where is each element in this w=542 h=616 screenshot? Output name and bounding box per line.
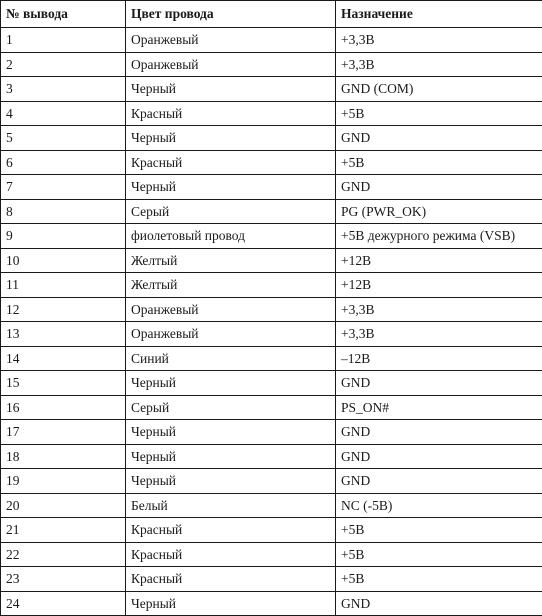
cell-pin-number: 7	[1, 175, 126, 200]
cell-purpose: +5В	[336, 542, 542, 567]
cell-wire-color: Желтый	[126, 273, 336, 298]
cell-pin-number: 5	[1, 126, 126, 151]
cell-wire-color: Желтый	[126, 248, 336, 273]
cell-wire-color: Оранжевый	[126, 322, 336, 347]
cell-wire-color: Черный	[126, 371, 336, 396]
table-row	[1, 395, 542, 420]
header-purpose: Назначение	[336, 1, 542, 28]
cell-pin-number: 1	[1, 28, 126, 53]
cell-wire-color: Черный	[126, 126, 336, 151]
cell-pin-number: 11	[1, 273, 126, 298]
cell-wire-color: Синий	[126, 346, 336, 371]
table-row	[1, 591, 542, 616]
cell-wire-color: Серый	[126, 395, 336, 420]
cell-pin-number: 8	[1, 199, 126, 224]
cell-purpose: +3,3В	[336, 322, 542, 347]
table-row	[1, 52, 542, 77]
table-row	[1, 175, 542, 200]
table-row	[1, 493, 542, 518]
cell-pin-number: 2	[1, 52, 126, 77]
cell-pin-number: 18	[1, 444, 126, 469]
cell-wire-color: Черный	[126, 591, 336, 616]
cell-wire-color: Красный	[126, 101, 336, 126]
cell-pin-number: 4	[1, 101, 126, 126]
cell-pin-number: 15	[1, 371, 126, 396]
table-header-row	[1, 1, 542, 28]
cell-pin-number: 20	[1, 493, 126, 518]
table-row	[1, 224, 542, 249]
cell-pin-number: 9	[1, 224, 126, 249]
cell-pin-number: 3	[1, 77, 126, 102]
cell-purpose: +5В	[336, 567, 542, 592]
cell-purpose: PS_ON#	[336, 395, 542, 420]
table-row	[1, 77, 542, 102]
table-row	[1, 518, 542, 543]
table-row	[1, 297, 542, 322]
cell-pin-number: 23	[1, 567, 126, 592]
table-row	[1, 199, 542, 224]
cell-wire-color: Черный	[126, 469, 336, 494]
cell-purpose: +3,3В	[336, 28, 542, 53]
cell-pin-number: 12	[1, 297, 126, 322]
table-row	[1, 542, 542, 567]
cell-wire-color: Оранжевый	[126, 52, 336, 77]
cell-wire-color: Красный	[126, 567, 336, 592]
cell-purpose: GND	[336, 444, 542, 469]
table-row	[1, 28, 542, 53]
cell-purpose: GND	[336, 175, 542, 200]
cell-wire-color: Красный	[126, 150, 336, 175]
cell-pin-number: 17	[1, 420, 126, 445]
cell-wire-color: фиолетовый провод	[126, 224, 336, 249]
cell-purpose: NC (-5В)	[336, 493, 542, 518]
cell-wire-color: Красный	[126, 542, 336, 567]
table-row	[1, 273, 542, 298]
table-row	[1, 371, 542, 396]
cell-wire-color: Черный	[126, 77, 336, 102]
cell-purpose: +5В	[336, 101, 542, 126]
cell-wire-color: Красный	[126, 518, 336, 543]
cell-purpose: +5В	[336, 150, 542, 175]
table-row	[1, 101, 542, 126]
cell-purpose: GND (COM)	[336, 77, 542, 102]
table-row	[1, 126, 542, 151]
cell-purpose: GND	[336, 469, 542, 494]
cell-purpose: GND	[336, 591, 542, 616]
cell-wire-color: Белый	[126, 493, 336, 518]
cell-wire-color: Оранжевый	[126, 297, 336, 322]
header-wire-color: Цвет провода	[126, 1, 336, 28]
table-row	[1, 346, 542, 371]
table-row	[1, 567, 542, 592]
cell-pin-number: 19	[1, 469, 126, 494]
table-body	[1, 28, 542, 616]
cell-wire-color: Черный	[126, 175, 336, 200]
table-row	[1, 420, 542, 445]
table-row	[1, 150, 542, 175]
cell-purpose: +5В дежурного режима (VSB)	[336, 224, 542, 249]
cell-wire-color: Черный	[126, 420, 336, 445]
cell-pin-number: 24	[1, 591, 126, 616]
cell-pin-number: 21	[1, 518, 126, 543]
table-row	[1, 469, 542, 494]
cell-purpose: –12В	[336, 346, 542, 371]
cell-purpose: +3,3В	[336, 52, 542, 77]
cell-purpose: +12В	[336, 273, 542, 298]
cell-purpose: +12В	[336, 248, 542, 273]
header-pin-number: № вывода	[1, 1, 126, 28]
cell-purpose: GND	[336, 126, 542, 151]
cell-wire-color: Черный	[126, 444, 336, 469]
cell-pin-number: 6	[1, 150, 126, 175]
table-row	[1, 444, 542, 469]
cell-wire-color: Серый	[126, 199, 336, 224]
cell-pin-number: 13	[1, 322, 126, 347]
table-row	[1, 322, 542, 347]
cell-wire-color: Оранжевый	[126, 28, 336, 53]
cell-purpose: PG (PWR_OK)	[336, 199, 542, 224]
cell-purpose: GND	[336, 371, 542, 396]
cell-pin-number: 22	[1, 542, 126, 567]
table-row	[1, 248, 542, 273]
cell-pin-number: 14	[1, 346, 126, 371]
cell-purpose: +5В	[336, 518, 542, 543]
cell-purpose: GND	[336, 420, 542, 445]
cell-purpose: +3,3В	[336, 297, 542, 322]
cell-pin-number: 16	[1, 395, 126, 420]
cell-pin-number: 10	[1, 248, 126, 273]
